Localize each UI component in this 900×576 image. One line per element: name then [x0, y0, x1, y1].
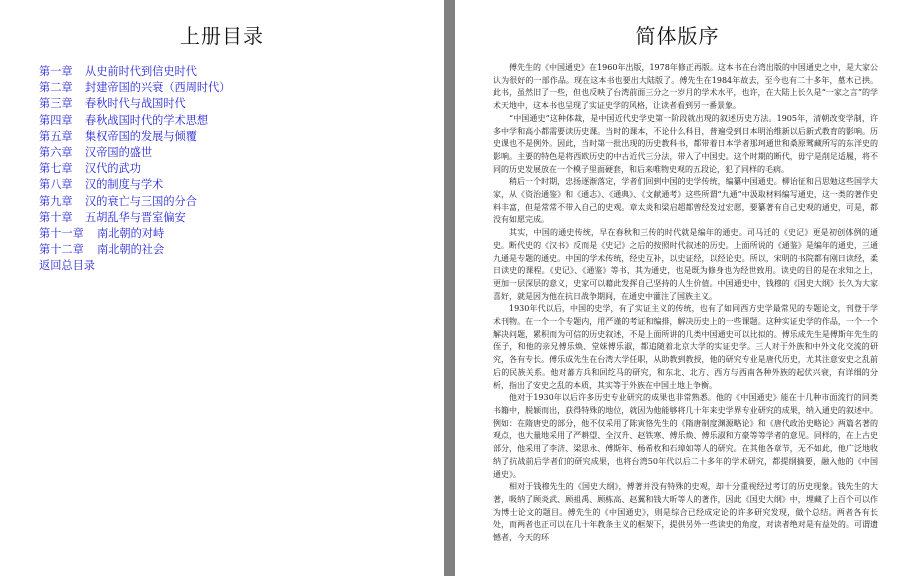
preface-paragraph: “中国通史”这种体裁，是中国近代史学史第一阶段就出现的叙述历史方法。1905年，清朝改变学制，许多中学和高小都需要读历史课。当时的课本，不论什么科目，普遍受到日本明治维新以后新式教育的影响。历史课也不是例外。因此，当时第一批出现的历史教科书，都带着日本学者那珂通世和桑原骘藏所写的东洋史的影响。主要的特色是将西欧历史的中古近代三分法，带入了中国史。这个时期的断代，毋宁是削足适履，将不同的历史发展放在一个模子里面硬套，和后来唯物史观的五段论，犯了同样的毛病。 — [493, 113, 878, 174]
toc-chapter-number: 第十章 — [39, 210, 73, 224]
toc-chapter-number: 第六章 — [39, 145, 73, 159]
toc-chapter-title: 集权帝国的发展与倾覆 — [85, 129, 197, 143]
toc-chapter-number: 第一章 — [39, 65, 73, 78]
toc-chapter-number: 第七章 — [39, 162, 73, 176]
toc-chapter-title: 汉帝国的盛世 — [85, 145, 153, 159]
toc-chapter-title: 汉的制度与学术 — [85, 178, 164, 192]
preface-title: 简体版序 — [635, 24, 720, 48]
toc-chapter-title: 封建帝国的兴衰（西周时代） — [85, 81, 231, 95]
page-gutter — [444, 0, 455, 576]
toc-chapter-number: 第四章 — [39, 113, 73, 127]
toc-link[interactable] — [39, 210, 439, 226]
toc-link[interactable] — [39, 194, 439, 210]
toc-chapter-number: 第三章 — [39, 97, 73, 111]
toc-chapter-number: 第九章 — [39, 194, 73, 208]
toc-link[interactable] — [39, 80, 439, 96]
preface-paragraph: 1930年代以后，中国的史学，有了实证主义的传统，也有了如同西方史学最常见的专题论文，刊登于学术刊物。在一个一个专题内，用严谨的考证和编排，解决历史上的一些课题。这种实证史学的作品，一个一个解决问题，累积而为可信的历史叙述，不是上面所讲的几类中国通史可以比拟的。傅乐成先生是傅斯年先生的侄子，和他的亲兄傅乐焕、堂妹傅乐淑，都追随着北京大学的实证史学。三人对于外族和中外文化交流的研究，各有专长。傅乐成先生在台湾大学任职，从助教到教授，他的研究专业是唐代历史，尤其注意安史之乱前后的民族关系。他对蕃方兵和回纥马的研究，和东北、北方、西方与西南各种外族的起伏兴衰，有详细的分析，指出了安史之乱的本质，其实等于外族在中国土地上争衡。 — [493, 304, 878, 390]
back-to-main-toc-link[interactable]: 返回总目录 — [39, 259, 95, 273]
toc-chapter-title: 南北朝的社会 — [97, 243, 165, 257]
toc-chapter-title: 春秋时代与战国时代 — [85, 97, 186, 111]
toc-link[interactable] — [39, 242, 439, 258]
page-title: 上册目录 — [180, 24, 264, 48]
toc-link[interactable] — [39, 113, 439, 129]
toc-link[interactable] — [39, 161, 439, 177]
toc-chapter-title: 汉的衰亡与三国的分合 — [85, 194, 197, 208]
toc-chapter-title: 从史前时代到信史时代 — [85, 65, 197, 78]
preface-paragraph: 其实，中国的通史传统，早在春秋和三传的时代就是编年的通史。司马迁的《史记》更是初创体例的通史。断代史的《汉书》反而是《史记》之后的按照时代叙述的历史。上面所说的《通鉴》是编年的通史，三通九通是专题的通史。中国的学术传统，经史互补，以史证经，以经论史。所以，宋明的书院都有刚日读经，柔日读史的课程。《史记》、《通鉴》等书，其为通史，也是既为修身也为经世致用。读史的目的是在求知之上，更加一层深层的意义，史家可以藉此发挥自己坚持的人生价值。中国通史中，钱穆的《国史大纲》长久为大家喜好，就是因为他在抗日战争期间，在通史中灌注了国族主义。 — [493, 228, 878, 301]
toc-chapter-number: 第十二章 — [39, 243, 84, 257]
toc-chapter-number: 第五章 — [39, 129, 73, 143]
toc-chapter-number: 第二章 — [39, 81, 73, 95]
preface-paragraph: 他对于1930年以后许多历史专业研究的成果也非常熟悉。他的《中国通史》能在十几种市面流行的同类书籍中，脱颖而出，获得特殊的地位，就因为他能够将几十年来史学界专业研究的成果，纳入通史的叙述中。例如：在隋唐史的部分，他不仅采用了陈寅恪先生的《隋唐制度渊源略论》和《唐代政治史略论》两篇名著的观点，也大量地采用了严耕望、全汉升、赵铁寒、傅乐焕、傅乐淑和方豪等等学者的意见。同样的，在上古史部分，他采用了李济、梁思永、傅斯年、杨希枚和石璋如等人的研究。在其他各章节，无不如此，他广泛地收纳了抗战前后学者们的研究成果，也将台湾50年代以后二十多年的学术研究，都提纲摘要，融入他的《中国通史》。 — [493, 393, 878, 479]
preface-paragraph: 稍后一个时期，忠扬逐渐落定，学者们回到中国的史学传统，编纂中国通史。柳诒征和吕思勉这些国学大家，从《资治通鉴》和《通志》、《通典》、《文献通考》这些所谓“九通”中汲取材料编写通史，这一类的著作史料丰富，但是常常不带入自己的史观。章太炎和梁启超都曾经发过宏愿，要纂著有自己史观的通史，可是，都没有如愿完成。 — [493, 177, 878, 225]
toc-chapter-title: 汉代的武功 — [85, 162, 141, 176]
toc-link[interactable] — [39, 129, 439, 145]
toc-chapter-title: 五胡乱华与晋室偏安 — [85, 210, 186, 224]
left-page — [0, 0, 444, 576]
toc-chapter-number: 第十一章 — [39, 226, 84, 240]
toc-chapter-title: 春秋战国时代的学术思想 — [85, 113, 209, 127]
table-of-contents — [39, 64, 439, 274]
preface-paragraph: 傅先生的《中国通史》在1960年出版，1978年修正再版。这本书在台湾出版的中国通史之中，是大家公认为很好的一部作品。现在这本书也要出大陆版了。傅先生在1984年故去，至今也有二十多年，墓木已拱。此书，虽然旧了一些，但也反映了台湾前面三分之一岁月的学术水平，也许，在大陆上长久是“一家之言”的学术天地中，这本书也呈现了实证史学的风格，让读者看到另一番景象。 — [493, 63, 878, 111]
toc-chapter-number: 第八章 — [39, 178, 73, 192]
preface-paragraph: 相对于钱穆先生的《国史大纲》，傅著并没有特殊的史观，却十分重视经过考订的历史现象。钱先生的大著，吸纳了顾炎武、顾祖禹、顾栋高、赵翼和钱大昕等人的著作，因此《国史大纲》中，埋藏了上百个可以作为博士论文的题目。傅先生的《中国通史》，则是综合已经成定论的许多研究发现，做个总结。两者各有长处，而两者也正可以在几十年教条主义的框架下，提供另外一些读史的角度，对读者绝对是有益处的。可谓遗憾者，今天的环 — [493, 482, 878, 543]
toc-link[interactable] — [39, 64, 439, 80]
toc-chapter-title: 南北朝的对峙 — [97, 226, 165, 240]
toc-link[interactable] — [39, 177, 439, 193]
toc-link[interactable] — [39, 145, 439, 161]
toc-link[interactable] — [39, 96, 439, 112]
right-page — [455, 0, 900, 576]
preface-body — [493, 62, 878, 545]
toc-link[interactable] — [39, 226, 439, 242]
